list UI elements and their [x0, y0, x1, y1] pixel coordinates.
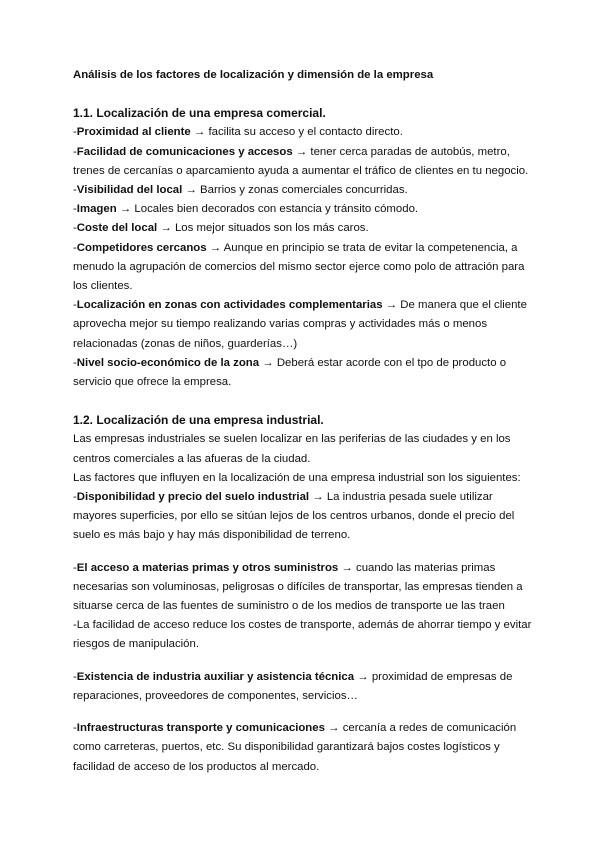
list-item: -Competidores cercanos → Aunque en principio se trata de evitar la competenencia, a menudo la agrupación de comercios del mismo sector ejerce como polo de attración para los clientes.	[73, 241, 525, 293]
list-item: -Coste del local → Los mejor situados son los más caros.	[73, 222, 369, 235]
item-term: Facilidad de comunicaciones y accesos	[76, 145, 293, 158]
section-heading-commercial: 1.1. Localización de una empresa comercial.	[73, 106, 326, 121]
spacer	[73, 655, 533, 668]
arrow: →	[382, 299, 401, 312]
list-item: -Nivel socio-económico de la zona → Deberá estar acorde con el tpo de producto o servicio que ofrece la empresa.	[73, 356, 507, 389]
item-term: Coste del local	[76, 222, 158, 235]
arrow: →	[259, 356, 277, 369]
list-item: -Imagen → Locales bien decorados con estancia y tránsito cómodo.	[73, 203, 419, 216]
item-text: facilita su acceso y el contacto directo.	[208, 126, 403, 139]
arrow: →	[190, 126, 209, 139]
item-text: De manera que el cliente aprovecha mejor su tiempo realizando varias compras y actividades más o menos relacionadas (zonas de niños, guarderías…)	[73, 299, 527, 350]
list-item: -Infraestructuras transporte y comunicaciones → cercanía a redes de comunicación como carreteras, puertos, etc. Su disponibilidad garantizará bajos costes logísticos y facilidad de acceso de los productos al mercado.	[73, 722, 517, 773]
item-text: Los mejor situados son los más caros.	[174, 222, 369, 235]
list-item: -Proximidad al cliente → facilita su acceso y el contacto directo.	[73, 126, 403, 139]
list-item: -Localización en zonas con actividades complementarias → De manera que el cliente aprovecha mejor su tiempo realizando varias compras y actividades más o menos relacionadas (zonas de niños, guarderías…)	[73, 299, 527, 350]
intro-paragraph: Las factores que influyen en la localización de una empresa industrial son los siguientes:	[73, 471, 521, 484]
item-text: La industria pesada suele utilizar mayores superficies, por ello se sitúan lejos de los centros urbanos, donde el precio del suelo es más bajo y hay más disponibilidad de terreno.	[73, 491, 515, 542]
list-item: -Existencia de industria auxiliar y asistencia técnica → proximidad de empresas de reparaciones, proveedores de componentes, servicios…	[73, 670, 513, 702]
item-term: Localización en zonas con actividades complementarias	[76, 299, 383, 312]
item-term: Infraestructuras transporte y comunicaciones	[76, 722, 325, 735]
spacer	[73, 392, 533, 411]
arrow: →	[354, 670, 372, 683]
item-term: Visibilidad del local	[76, 184, 183, 197]
item-term: Nivel socio-económico de la zona	[76, 356, 260, 369]
intro-paragraph: Las empresas industriales se suelen localizar en las periferias de las ciudades y en los centros comerciales a las afueras de la ciudad.	[73, 433, 511, 465]
item-text: proximidad de empresas de reparaciones, proveedores de componentes, servicios…	[73, 670, 513, 702]
arrow: →	[182, 184, 201, 197]
document-title: Análisis de los factores de localización y dimensión de la empresa	[73, 69, 434, 81]
arrow: →	[157, 222, 175, 235]
arrow: →	[116, 203, 135, 216]
list-item: -Visibilidad del local → Barrios y zonas comerciales concurridas.	[73, 184, 408, 197]
item-text: cuando las materias primas necesarias son voluminosas, peligrosas o difíciles de transportar, las empresas tienden a situarse cerca de las fuentes de suministro o de los medios de transporte ue las traen	[73, 561, 523, 613]
arrow: →	[292, 145, 311, 158]
arrow: →	[324, 722, 343, 735]
document-page	[73, 66, 533, 777]
list-item: -Disponibilidad y precio del suelo industrial → La industria pesada suele utilizar mayores superficies, por ello se sitúan lejos de los centros urbanos, donde el precio del suelo es más bajo y hay más disponibilidad de terreno.	[73, 491, 515, 542]
list-item: -El acceso a materias primas y otros suministros → cuando las materias primas necesarias son voluminosas, peligrosas o difíciles de transportar, las empresas tienden a situarse cerca de las fuentes de suministro o de los medios de transporte ue las traen	[73, 561, 523, 613]
section-heading-industrial: 1.2. Localización de una empresa industrial.	[73, 413, 324, 428]
item-text: tener cerca paradas de autobús, metro, trenes de cercanías o aparcamiento ayuda a aumentar el tráfico de clientes en tu negocio.	[73, 145, 529, 177]
item-term: Competidores cercanos	[76, 241, 207, 254]
item-text: Barrios y zonas comerciales concurridas.	[200, 184, 408, 197]
item-term: Imagen	[76, 203, 117, 216]
item-text: Locales bien decorados con estancia y tránsito cómodo.	[134, 203, 419, 216]
arrow: →	[309, 491, 327, 504]
arrow: →	[338, 561, 356, 574]
item-text: cercanía a redes de comunicación como carreteras, puertos, etc. Su disponibilidad garantizará bajos costes logísticos y facilidad de acceso de los productos al mercado.	[73, 722, 517, 773]
spacer	[73, 546, 533, 559]
item-term: El acceso a materias primas y otros suministros	[76, 561, 339, 574]
item-text: Deberá estar acorde con el tpo de producto o servicio que ofrece la empresa.	[73, 356, 507, 389]
item-term: Existencia de industria auxiliar y asistencia técnica	[76, 670, 355, 683]
spacer	[73, 706, 533, 719]
list-item: -Facilidad de comunicaciones y accesos → tener cerca paradas de autobús, metro, trenes de cercanías o aparcamiento ayuda a aumentar el tráfico de clientes en tu negocio.	[73, 145, 529, 177]
item-term: Proximidad al cliente	[76, 126, 191, 139]
item-term: Disponibilidad y precio del suelo industrial	[76, 491, 310, 504]
arrow: →	[206, 241, 224, 254]
extra-line: -La facilidad de acceso reduce los costes de transporte, además de ahorrar tiempo y evitar riesgos de manipulación.	[73, 619, 532, 651]
item-text: Aunque en principio se trata de evitar la competenencia, a menudo la agrupación de comercios del mismo sector ejerce como polo de attración para los clientes.	[73, 241, 525, 293]
